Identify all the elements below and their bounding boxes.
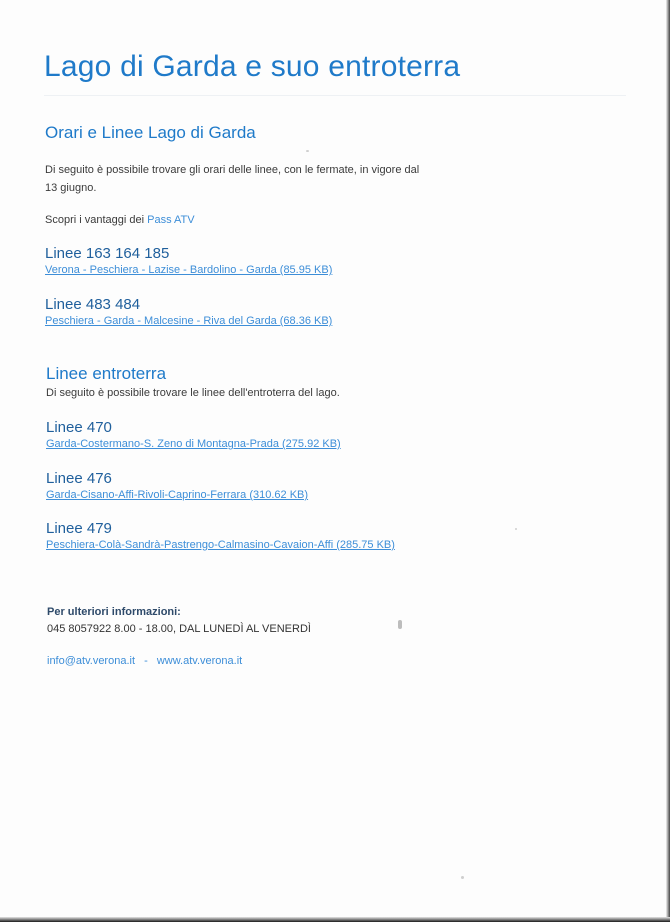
line-title-163-164-185: Linee 163 164 185	[45, 245, 170, 262]
garda-intro-line-1: Di seguito è possibile trovare gli orari delle linee, con le fermate, in vigore dal	[45, 164, 420, 176]
contact-label: Per ulteriori informazioni:	[47, 606, 181, 618]
section-heading-garda: Orari e Linee Lago di Garda	[45, 123, 256, 142]
website-link[interactable]: www.atv.verona.it	[156, 655, 243, 667]
scan-speck	[461, 876, 464, 879]
line-pdf-link-163-164-185[interactable]: Verona - Peschiera - Lazise - Bardolino - Garda (85.95 KB)	[45, 264, 333, 276]
scan-edge-right	[666, 0, 670, 922]
contact-phone-hours: 045 8057922 8.00 - 18.00, DAL LUNEDÌ AL VENERDÌ	[47, 623, 311, 635]
pass-atv-prefix: Scopri i vantaggi dei	[45, 214, 145, 226]
scan-speck	[306, 150, 309, 152]
garda-intro-line-2: 13 giugno.	[45, 182, 97, 194]
line-title-479: Linee 479	[46, 520, 112, 537]
page-title: Lago di Garda e suo entroterra	[44, 50, 461, 83]
scan-speck	[398, 620, 402, 629]
email-link[interactable]: info@atv.verona.it	[47, 655, 136, 667]
entroterra-intro: Di seguito è possibile trovare le linee dell'entroterra del lago.	[46, 387, 340, 399]
section-heading-entroterra: Linee entroterra	[46, 364, 167, 383]
title-divider	[44, 95, 626, 96]
line-pdf-link-476[interactable]: Garda-Cisano-Affi-Rivoli-Caprino-Ferrara (310.62 KB)	[46, 489, 309, 501]
contact-separator: -	[144, 655, 148, 667]
line-title-470: Linee 470	[46, 419, 112, 436]
line-pdf-link-470[interactable]: Garda-Costermano-S. Zeno di Montagna-Prada (275.92 KB)	[46, 438, 341, 450]
line-pdf-link-483-484[interactable]: Peschiera - Garda - Malcesine - Riva del Garda (68.36 KB)	[45, 315, 333, 327]
scan-speck	[515, 528, 517, 530]
line-title-483-484: Linee 483 484	[45, 296, 141, 313]
contact-links	[47, 652, 242, 670]
scan-edge-bottom	[0, 917, 670, 922]
pass-atv-note	[45, 211, 195, 229]
pass-atv-link[interactable]: Pass ATV	[147, 214, 195, 226]
line-title-476: Linee 476	[46, 470, 112, 487]
line-pdf-link-479[interactable]: Peschiera-Colà-Sandrà-Pastrengo-Calmasino-Cavaion-Affi (285.75 KB)	[46, 539, 395, 551]
